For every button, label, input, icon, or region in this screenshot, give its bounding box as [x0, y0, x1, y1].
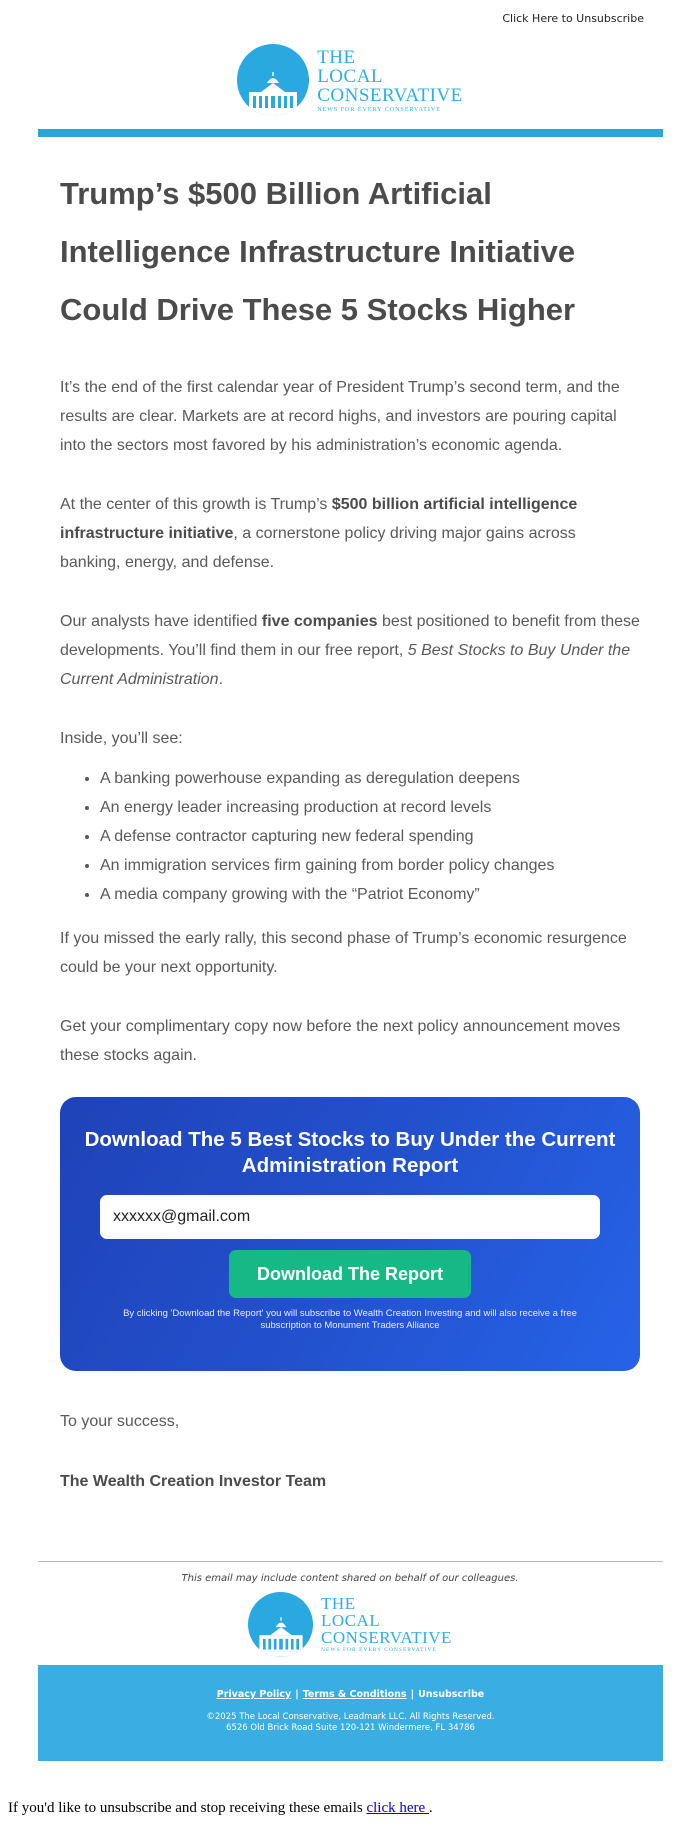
unsubscribe-link-top[interactable]: Click Here to Unsubscribe — [502, 12, 644, 25]
address-text: 6526 Old Brick Road Suite 120-121 Windermere, FL 34786 — [226, 1723, 475, 1733]
footer-links — [38, 1689, 663, 1700]
brand-name-line1: THE — [321, 1594, 356, 1614]
download-report-panel — [60, 1097, 640, 1371]
list-item: • An energy leader increasing production at record levels — [100, 793, 640, 822]
article-paragraph: It’s the end of the first calendar year of President Trump’s second term, and the results are clear. Markets are at record highs, and investors are pouring capital into the sectors most favored by his administration’s economic agenda. — [60, 379, 620, 454]
benefits-list — [100, 764, 640, 909]
header-accent-bar — [38, 129, 663, 137]
article-headline: Trump’s $500 Billion Artificial Intelligence Infrastructure Initiative Could Drive These 5 Stocks Higher — [60, 176, 576, 327]
report-title: 5 Best Stocks to Buy Under the Current Administration — [60, 642, 631, 688]
article-paragraph: Get your complimentary copy now before the next policy announcement moves these stocks again. — [60, 1018, 621, 1064]
capitol-building-icon — [248, 1592, 313, 1657]
brand-logo-footer[interactable] — [0, 1592, 700, 1657]
link-separator: | — [410, 1689, 415, 1700]
footer-panel — [38, 1665, 663, 1761]
list-item: • An immigration services firm gaining from border policy changes — [100, 851, 640, 880]
email-field[interactable] — [100, 1195, 600, 1239]
unsubscribe-note: If you'd like to unsubscribe and stop receiving these emails click here . — [8, 1800, 433, 1816]
terms-link[interactable]: Terms & Conditions — [302, 1689, 407, 1700]
capitol-building-icon — [237, 44, 309, 116]
copyright-text: ©2025 The Local Conservative, Leadmark LLC. All Rights Reserved. — [206, 1712, 495, 1722]
brand-name-line1: THE — [317, 46, 356, 68]
brand-tagline: NEWS FOR EVERY CONSERVATIVE — [321, 1647, 437, 1654]
team-signature: The Wealth Creation Investor Team — [60, 1473, 327, 1490]
list-item: • A defense contractor capturing new federal spending — [100, 822, 640, 851]
unsubscribe-click-here-link[interactable]: click here — [366, 1800, 429, 1816]
article-paragraph: If you missed the early rally, this second phase of Trump’s economic resurgence could be your next opportunity. — [60, 930, 627, 976]
brand-name-line2: LOCAL — [317, 65, 384, 87]
list-item: • A media company growing with the “Patriot Economy” — [100, 880, 640, 909]
unsubscribe-link[interactable]: Unsubscribe — [418, 1689, 485, 1700]
brand-name-line3: CONSERVATIVE — [317, 84, 463, 106]
download-report-button[interactable]: Download The Report — [229, 1250, 471, 1298]
subscription-disclaimer: By clicking 'Download the Report' you will subscribe to Wealth Creation Investing and will also receive a free subscription to Monument Traders Alliance — [123, 1308, 577, 1331]
inside-intro: Inside, you’ll see: — [60, 730, 183, 747]
emphasis-text: five companies — [261, 613, 378, 630]
article-body — [60, 165, 640, 1070]
list-item: • A banking powerhouse expanding as deregulation deepens — [100, 764, 640, 793]
brand-logo[interactable] — [0, 44, 700, 116]
brand-name-line2: LOCAL — [321, 1611, 381, 1631]
privacy-policy-link[interactable]: Privacy Policy — [216, 1689, 292, 1700]
emphasis-text: $500 billion artificial intelligence infrastructure initiative — [60, 496, 578, 542]
article-paragraph: Our analysts have identified five companies best positioned to benefit from these developments. You’ll find them in our free report, 5 Best Stocks to Buy Under the Current Administration. — [60, 613, 640, 688]
footer-disclaimer: This email may include content shared on behalf of our colleagues. — [181, 1573, 519, 1584]
article-paragraph: At the center of this growth is Trump’s $500 billion artificial intelligence infrastructure initiative, a cornerstone policy driving major gains across banking, energy, and defense. — [60, 496, 578, 571]
brand-name-line3: CONSERVATIVE — [321, 1628, 452, 1648]
brand-tagline: NEWS FOR EVERY CONSERVATIVE — [317, 106, 441, 113]
footer-divider — [38, 1561, 663, 1562]
link-separator: | — [295, 1689, 299, 1700]
signoff-line: To your success, — [60, 1413, 180, 1430]
cta-title: Download The 5 Best Stocks to Buy Under the Current Administration Report — [84, 1128, 616, 1177]
